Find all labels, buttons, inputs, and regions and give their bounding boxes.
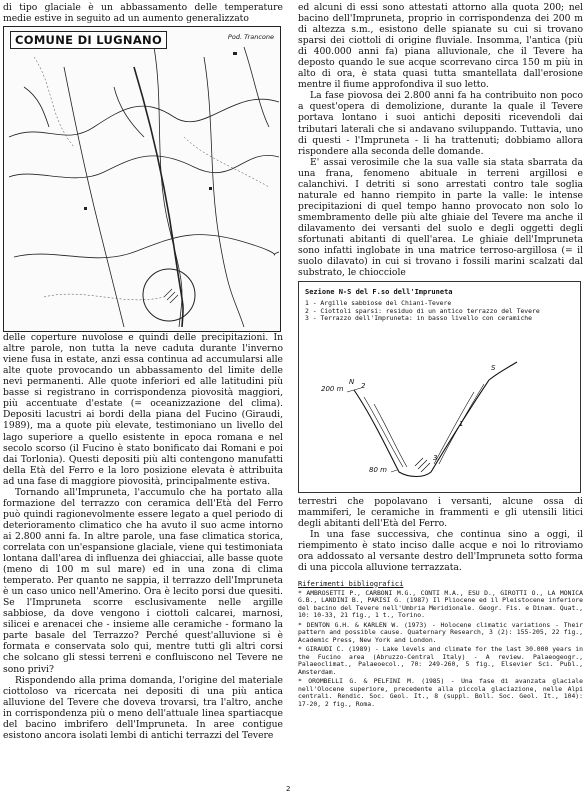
section-title: Sezione N-S del F.so dell'Impruneta <box>305 288 453 297</box>
section-label-n: N <box>349 378 355 387</box>
legend-item: 3 - Terrazzo dell'Impruneta: in basso livello con ceramiche <box>305 314 533 323</box>
legend-item: 1 - Argille sabbiose del Chiani-Tevere <box>305 299 452 308</box>
section-label-1: 1 <box>459 420 464 429</box>
right-paragraph-4: terrestri che popolavano i versanti, alcune ossa di mammiferi, le ceramiche in frammenti e gli utensili litici degli abitanti dell'Età del Ferro. <box>298 496 583 530</box>
reference-item: * OROMBELLI G. & PELFINI M. (1985) - Una fase di avanzata glaciale nell'Olocene superiore, precedente alla piccola glaciazione, nelle Alpi centrali. Rendic. Soc. Geol. It., 8 (suppl. Boll. Soc. Geol. It., 104): 17-20, 2 fig., Roma. <box>298 677 583 708</box>
right-paragraph-3: E' assai verosimile che la sua valle sia stata sbarrata da una frana, fenomeno abituale in terreni argillosi e calanchivi. I detriti si sono arrestati contro tale soglia naturale ed hanno riempito in parte la valle: le intense precipitazioni di quel tempo hanno provocato non solo lo smembramento delle più alte ghiaie del Tevere ma anche il dilavamento dei versanti del suolo e degli oggetti degli sfortunati abitanti di quell'area. Le ghiaie dell'Impruneta sono infatti inglobate in una matrice terroso-argillosa (= il suolo dilavato) in cui si trovano i fossili marini scalzati dal substrato, le chiocciole <box>298 156 583 279</box>
left-column <box>3 2 283 741</box>
map-title: COMUNE DI LUGNANO <box>10 31 167 49</box>
section-label-3: 3 <box>433 454 438 463</box>
references-title: Riferimenti bibliografici <box>298 579 404 588</box>
section-label-2: 2 <box>361 382 366 391</box>
left-paragraph-3: Rispondendo alla prima domanda, l'origine del materiale ciottoloso va ricercata nei depositi di una più antica alluvione del Tevere che doveva trovarsi, tra l'altro, anche in corrispondenza più o meno dell'attuale linea spartiacque del bacino imbrifero dell'Impruneta. In aree contigue esistono ancora isolati lembi di antichi terrazzi del Tevere <box>3 674 283 741</box>
section-label-s: S <box>491 364 496 373</box>
section-label-elevation-80: 80 m <box>369 466 387 475</box>
right-paragraph-5: In una fase successiva, che continua sino a oggi, il riempimento è stato inciso dalle acque e noi lo ritroviamo ora addossato al versante destro dell'Impruneta sotto forma di una piccola alluvione terrazzata. <box>298 529 583 574</box>
left-paragraph-2: Tornando all'Impruneta, l'accumulo che ha portato alla formazione del terrazzo con ceramica dell'Età del Ferro può quindi ragionevolmente essere legato a quel periodo di deterioramento climatico che ha avuto il suo acme intorno ai 2.800 anni fa. In altre parole, una fase climatica storica, correlata con un'espansione glaciale, viene qui testimoniata lontana dall'area di influenza dei ghiacciai, alle basse quote (meno di 100 m sul mare) ed in una zona di clima temperato. Per quanto ne sappia, il terrazzo dell'Impruneta è un caso unico nell'Amerino. Ora è lecito porsi due quesiti. Se l'Impruneta scorre esclusivamente nelle argille sabbiose, da dove vengono i ciottoli calcarei, marnosi, silicei e arenacei che - insieme alle ceramiche - formano la parte basale del Terrazzo? Perché quest'alluvione si è formata e conservata solo qui, mentre tutti gli altri corsi che solcano gli stessi terreni e confluiscono nel Tevere ne sono privi? <box>3 486 283 675</box>
reference-item: * GIRAUDI C. (1989) - Lake levels and climate for the last 30.000 years in the Fucino area (Abruzzo-Central Italy) - A review. Palaeogeogr., Palaeoclimat., Palaeoecol., 70: 249-260, 5 fig., Elsevier Sci. Publ., Amsterdam. <box>298 645 583 676</box>
map-place-label: Pod. Trancone <box>227 33 274 42</box>
map-figure <box>3 26 281 332</box>
reference-item: * DENTON G.H. & KARLEN W. (1973) - Holocene climatic variations - Their pattern and possible cause. Quaternary Research, 3 (2): 155-205, 22 fig., Academic Press, New York and London. <box>298 620 583 644</box>
map-drawing <box>4 27 281 332</box>
right-bottom-text <box>298 496 583 708</box>
page-number: 2 <box>286 785 291 793</box>
reference-item: * AMBROSETTI P., CARBONI M.G., CONTI M.A., ESU D., GIROTTI O., LA MONICA G.B., LANDINI B., PARISI G. (1987) Il Pliocene ed il Pleistocene inferiore del bacino del Tevere nell'Umbria Meridionale. Geogr. Fis. e Dinam. Quat., 10: 10-33, 21 fig., 1 t., Torino. <box>298 588 583 619</box>
right-paragraph-1: ed alcuni di essi sono attestati attorno alla quota 200; nel bacino dell'Impruneta, proprio in corrispondenza dei 200 m di altezza s.m., esistono delle spianate su cui si trovano sparsi dei ciottoli di origine fluviale. Insomma, l'antica (più di 400.000 anni fa) piana alluvionale, che il Tevere ha deposto quando le sue acque scorrevano circa 150 m più in alto di ora, è stata quasi tutta smantellata dall'erosione mentre il fiume approfondiva il suo letto. <box>298 2 583 91</box>
section-label-elevation-200: 200 m <box>321 385 344 394</box>
right-column <box>298 2 583 710</box>
right-paragraph-2: La fase piovosa dei 2.800 anni fa ha contribuito non poco a quest'opera di demolizione, durante la quale il Tevere portava lontano i suoi antichi depositi ricevendoli dai tributari laterali che si andavano sviluppando. Tuttavia, uno di questi - l'Impruneta - li ha trattenuti; dobbiamo allora rispondere alla seconda delle domande. <box>298 90 583 157</box>
legend-item: 2 - Ciottoli sparsi: residuo di un antico terrazzo del Tevere <box>305 306 540 315</box>
left-top-paragraph: di tipo glaciale è un abbassamento delle temperature medie estive in seguito ad un aumento generalizzato <box>3 2 283 25</box>
left-paragraph-1: delle coperture nuvolose e quindi delle precipitazioni. In altre parole, non tutta la neve caduta durante l'inverno viene fusa in estate, anzi essa continua ad accumularsi alle alte quote provocando un abbassamento del limite delle nevi permanenti. Alle quote inferiori ed alle latitudini più basse si registrano in corrispondenza piovosità maggiori, più accentuate d'estate (= oceanizzazione del clima). Depositi lacustri ai bordi della piana del Fucino (Giraudi, 1989), ma a quote più elevate, testimoniano un livello del lago superiore a quello esistente in epoca romana e nel secolo scorso (il Fucino è stato bonificato dai Romani e poi dai Torlonia). Questi depositi più alti contengono manufatti della Età del Ferro e la loro posizione elevata è attribuita ad una fase di maggiore piovosità, principalmente estiva. <box>3 332 283 487</box>
section-figure <box>298 281 581 493</box>
